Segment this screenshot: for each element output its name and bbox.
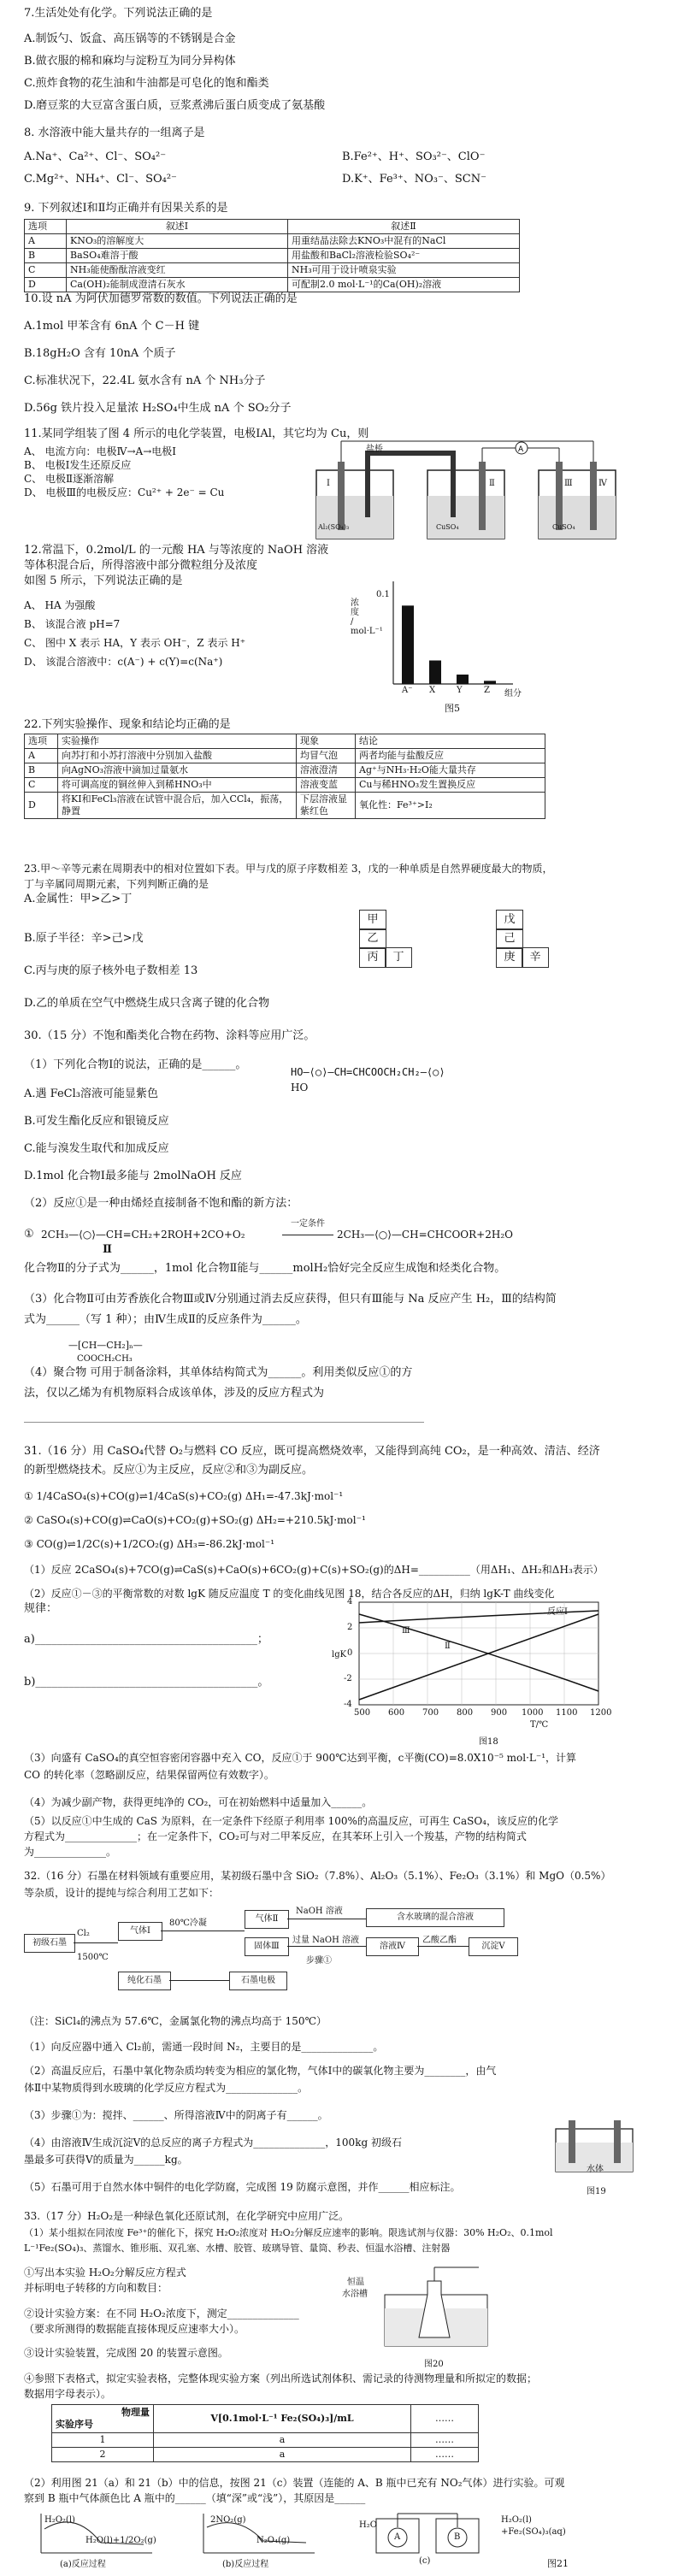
cell: 下层溶液显紫红色 — [297, 793, 356, 819]
fig21c-bottle-b: B — [454, 2532, 461, 2542]
fig5-ytick: 0.1 — [376, 590, 390, 599]
q8-stem: 8. 水溶液中能大量共存的一组离子是 — [24, 127, 205, 139]
q32-sub2a: （2）高温反应后，石墨中氧化物杂质均转变为相应的氯化物，气体Ⅰ中的碳氧化物主要为________，由气 — [24, 2065, 497, 2077]
q11-option-d: D、 电极Ⅲ的电极反应：Cu²⁺ + 2e⁻ = Cu — [24, 486, 225, 498]
flow-solid-3: 固体Ⅲ — [245, 1937, 289, 1956]
q11-option-a: A、 电流方向：电极Ⅳ→A→电极Ⅰ — [24, 445, 176, 457]
flow-cl2-label: Cl₂ — [77, 1929, 90, 1938]
q33-item-4b: 数据用字母表示）。 — [24, 2388, 112, 2400]
q33-sub2b: 察到 B 瓶中气体颜色比 A 瓶中的______（填“深”或“浅”），其原因是______ — [24, 2492, 366, 2504]
fig18-ylabel: lgK — [332, 1650, 347, 1659]
q30-option-c: C.能与溴发生取代和加成反应 — [24, 1142, 169, 1155]
q32-sub5: （5）石墨可用于自然水体中铜件的电化学防腐，完成图 19 防腐示意图，并作______相应标注。 — [24, 2181, 461, 2193]
q12-stem-3: 如图 5 所示，下列说法正确的是 — [24, 575, 183, 587]
fig18-ytick: 4 — [347, 1597, 353, 1606]
q31-sub5c: 为______________。 — [24, 1846, 117, 1858]
purification-flowchart — [24, 1903, 520, 2006]
compound-1-ho: HO — [291, 1082, 309, 1093]
cell: KNO₃的溶解度大 — [67, 234, 288, 249]
cell: A — [25, 749, 58, 763]
q22-header: 实验操作 — [58, 734, 297, 749]
polymer-substituent: COOCH₂CH₃ — [77, 1354, 133, 1364]
flow-excess-naoh: 过量 NaOH 溶液 — [292, 1936, 359, 1945]
q32-sub1: （1）向反应器中通入 Cl₂前，需通一段时间 N₂，主要目的是______________。 — [24, 2041, 384, 2053]
q12-option-a: A、 HA 为强酸 — [24, 599, 96, 611]
flow-solution-4: 溶液Ⅳ — [366, 1937, 419, 1956]
flow-ethyl-acetate: 乙酸乙酯 — [422, 1936, 457, 1945]
flow-purified-graphite: 纯化石墨 — [118, 1972, 171, 1990]
fig5-xtick: A⁻ — [402, 686, 413, 695]
fig18-legend: Ⅱ — [445, 1642, 451, 1651]
fig18-xtick: 900 — [491, 1708, 508, 1718]
element-cell: 丁 — [385, 947, 412, 968]
q22-header: 选项 — [25, 734, 58, 749]
cell: 均冒气泡 — [297, 749, 356, 763]
q7-option-d: D.磨豆浆的大豆富含蛋白质，豆浆煮沸后蛋白质变成了氨基酸 — [24, 99, 326, 112]
cell: 可配制2.0 mol·L⁻¹的Ca(OH)₂溶液 — [288, 278, 520, 292]
cell: BaSO₄难溶于酸 — [67, 249, 288, 263]
q31-stem-1: 31.（16 分）用 CaSO₄代替 O₂与燃料 CO 反应，既可提高燃烧效率，又能得到高纯 CO₂，是一种高效、清洁、经济 — [24, 1445, 600, 1458]
fig20-apparatus — [376, 2261, 504, 2355]
table-row — [52, 2433, 479, 2448]
element-cell: 丙 — [359, 947, 386, 968]
q31-sub3: （3）向盛有 CaSO₄的真空恒容密闭容器中充入 CO，反应①于 900℃达到平衡，c平衡(CO)=8.0X10⁻⁵ mol·L⁻¹，计算 — [24, 1752, 577, 1764]
cell: …… — [411, 2433, 479, 2448]
fig18-ytick: -4 — [344, 1700, 352, 1709]
fig5-ylabel: 浓度 / mol·L⁻¹ — [351, 598, 383, 636]
cell: 2 — [52, 2448, 154, 2462]
fig18-legend: Ⅲ — [402, 1626, 410, 1636]
header-more: …… — [411, 2405, 479, 2433]
electrochemical-apparatus-figure — [308, 436, 633, 547]
fig18-ytick: -2 — [344, 1674, 352, 1683]
flow-arrow — [74, 1942, 118, 1943]
flow-step-1: 步骤① — [306, 1956, 332, 1966]
header-quantity: 物理量 — [121, 2407, 150, 2418]
table-row — [25, 734, 545, 749]
q32-stem-2: 等杂质，设计的提纯与综合利用工艺如下： — [24, 1887, 220, 1899]
fig5-xtick: X — [429, 686, 436, 695]
q10-stem: 10.设 nA 为阿伏加德罗常数的数值。下列说法正确的是 — [24, 292, 298, 305]
fig19-water-label: 水体 — [587, 2165, 604, 2174]
fig5-xtick: Z — [484, 686, 490, 695]
fig5-xtick: Y — [457, 686, 463, 695]
fig21a-top-label: H₂O₂(l) — [44, 2515, 75, 2525]
fig20-label-2: 水浴槽 — [342, 2290, 368, 2299]
q22-stem: 22.下列实验操作、现象和结论均正确的是 — [24, 718, 231, 731]
fig21a-caption: (a)反应过程 — [60, 2560, 106, 2569]
flow-raw-graphite: 初级石墨 — [24, 1934, 75, 1953]
fig21c-right-label-1: H₂O₂(l) — [501, 2515, 532, 2525]
table-row — [25, 234, 520, 249]
cell: NH₃可用于设计喷泉实验 — [288, 263, 520, 278]
element-cell: 己 — [496, 928, 523, 949]
q30-sub1: （1）下列化合物Ⅰ的说法，正确的是______。 — [24, 1058, 247, 1071]
q33-item-3: ③设计实验装置，完成图 20 的装置示意图。 — [24, 2347, 228, 2359]
flow-arrow — [287, 1946, 366, 1947]
q10-option-b: B.18gH₂O 含有 10nA 个质子 — [24, 347, 176, 360]
q12-option-d: D、 该混合溶液中：c(A⁻) + c(Y)=c(Na⁺) — [24, 656, 223, 668]
fig18-xtick: 500 — [354, 1708, 371, 1718]
fig21b-top-label: 2NO₂(g) — [210, 2515, 246, 2525]
cell: D — [25, 278, 67, 292]
q23-option-b: B.原子半径：辛>己>戊 — [24, 932, 144, 945]
flow-graphite-electrode: 石墨电极 — [229, 1972, 287, 1990]
q33-item-4a: ④参照下表格式，拟定实验表格，完整体现实验方案（列出所选试剂体积、需记录的待测物理量和所拟定的数据； — [24, 2373, 538, 2384]
cell: a — [154, 2448, 411, 2462]
bar-3 — [484, 681, 496, 684]
cell: Ag⁺与NH₃·H₂O能大量共存 — [356, 763, 545, 778]
fig21-caption: 图21 — [547, 2558, 569, 2569]
cell: 1 — [52, 2433, 154, 2448]
header-fe-volume: V[0.1mol·L⁻¹ Fe₂(SO₄)₃]/mL — [154, 2405, 411, 2433]
table-corner — [52, 2405, 154, 2433]
fig18-ytick: 2 — [347, 1623, 353, 1632]
curve-reaction-2 — [359, 1614, 598, 1700]
q32-sub2b: 体Ⅱ中某物质得到水玻璃的化学反应方程式为______________。 — [24, 2082, 309, 2094]
q31-sub4: （4）为减少副产物，获得更纯净的 CO₂，可在初始燃料中适量加入______。 — [24, 1796, 373, 1808]
q31-sub3b: CO 的转化率（忽略副反应，结果保留两位有效数字）。 — [24, 1769, 274, 1781]
cell: B — [25, 249, 67, 263]
solution-label: CuSO₄ — [552, 523, 575, 531]
q32-sub4a: （4）由溶液Ⅳ生成沉淀Ⅴ的总反应的离子方程式为______________，100kg 初级石 — [24, 2137, 402, 2149]
reaction-2: ② CaSO₄(s)+CO(g)⇌CaO(s)+CO₂(g)+SO₂(g) ΔH₂=+210.5kJ·mol⁻¹ — [24, 1514, 366, 1526]
element-cell: 庚 — [496, 947, 523, 968]
cell: 氧化性：Fe³⁺>I₂ — [356, 793, 545, 819]
cell: 两者均能与盐酸反应 — [356, 749, 545, 763]
q33-item-1: ①写出本实验 H₂O₂分解反应方程式 — [24, 2267, 186, 2278]
q9-table — [24, 219, 520, 292]
q8-option-b: B.Fe²⁺、H⁺、SO₃²⁻、ClO⁻ — [342, 150, 486, 163]
cell: 用重结晶法除去KNO₃中混有的NaCl — [288, 234, 520, 249]
q22-table — [24, 734, 545, 819]
reaction-3: ③ CO(g)⇌1/2C(s)+1/2CO₂(g) ΔH₃=-86.2kJ·mol⁻¹ — [24, 1538, 275, 1550]
compound-1-structure: HO—⟨○⟩—CH=CHCOOCH₂CH₂—⟨○⟩ — [291, 1066, 445, 1078]
q11-option-b: B、 电极Ⅰ发生还原反应 — [24, 459, 132, 471]
q31-stem-2: 的新型燃烧技术。反应①为主反应，反应②和③为副反应。 — [24, 1464, 314, 1477]
fig20-label-1: 恒温 — [347, 2278, 364, 2287]
fig18-xtick: 1200 — [590, 1708, 612, 1718]
element-cell: 甲 — [359, 910, 386, 930]
salt-bridge-label: 盐桥 — [366, 445, 383, 454]
q9-stem: 9. 下列叙述Ⅰ和Ⅱ均正确并有因果关系的是 — [24, 202, 228, 215]
table-row — [25, 220, 520, 234]
fig18-xtick: 1000 — [522, 1708, 544, 1718]
cell: 向苏打和小苏打溶液中分别加入盐酸 — [58, 749, 297, 763]
bar-0 — [402, 605, 414, 684]
q7-stem: 7.生活处处有化学。下列说法正确的是 — [24, 7, 213, 20]
cell: Ca(OH)₂能制成澄清石灰水 — [67, 278, 288, 292]
reaction-condition: 一定条件 — [291, 1219, 325, 1229]
q31-sub5b: 方程式为______________；在一定条件下，CO₂可与对二甲苯反应，在其苯环上引入一个羧基，产物的结构简式 — [24, 1830, 527, 1842]
solution-label: CuSO₄ — [436, 523, 459, 531]
q23-stem-1: 23.甲～辛等元素在周期表中的相对位置如下表。甲与戊的原子序数相差 3，戊的一种单质是自然界硬度最大的物质， — [24, 863, 553, 875]
table-row — [25, 249, 520, 263]
fig21c-apparatus — [359, 2510, 496, 2558]
q12-option-b: B、 该混合液 pH=7 — [24, 618, 121, 630]
cell: C — [25, 263, 67, 278]
table-row — [25, 278, 520, 292]
q30-sub4c: ________________________________________________________________________ — [24, 1411, 424, 1424]
q32-stem-1: 32.（16 分）石墨在材料领域有重要应用，某初级石墨中含 SiO₂（7.8%）、Al₂O₃（5.1%）、Fe₂O₃（3.1%）和 MgO（0.5%） — [24, 1870, 611, 1882]
cell: a — [154, 2433, 411, 2448]
cell: …… — [411, 2448, 479, 2462]
table-row — [25, 749, 545, 763]
table-row — [52, 2448, 479, 2462]
polymer-structure: —[CH—CH₂]ₙ— — [68, 1340, 143, 1351]
cell: 向AgNO₃溶液中滴加过量氨水 — [58, 763, 297, 778]
q10-option-c: C.标准状况下，22.4L 氨水含有 nA 个 NH₃分子 — [24, 374, 266, 387]
q7-option-c: C.煎炸食物的花生油和牛油都是可皂化的饱和酯类 — [24, 77, 269, 90]
q31-sub2a: （2）反应①－③的平衡常数的对数 lgK 随反应温度 T 的变化曲线见图 18，结合各反应的ΔH，归纳 lgK-T 曲线变化 — [24, 1588, 555, 1600]
q7-option-a: A.制饭勺、饭盒、高压锅等的不锈钢是合金 — [24, 32, 236, 45]
fig19-caption: 图19 — [587, 2187, 606, 2196]
reaction-left: 2CH₃—⟨○⟩—CH=CH₂+2ROH+2CO+O₂ — [41, 1229, 245, 1241]
solution-label: Al₂(SO₄)₃ — [318, 523, 350, 531]
cell: A — [25, 234, 67, 249]
fig21a-bottom-label: H₂O(l)+1/2O₂(g) — [85, 2536, 156, 2545]
q30-sub4a: （4）聚合物 可用于制备涂料，其单体结构简式为______。利用类似反应①的方 — [24, 1366, 413, 1379]
fig21b-bottom-label: N₂O₄(g) — [256, 2536, 291, 2545]
q23-stem-2: 丁与辛属同周期元素，下列判断正确的是 — [24, 878, 209, 890]
q8-option-a: A.Na⁺、Ca²⁺、Cl⁻、SO₄²⁻ — [24, 150, 167, 163]
element-cell: 乙 — [359, 928, 386, 949]
fig5-xlabel: 组分 — [504, 689, 522, 699]
fig21b-caption: (b)反应过程 — [222, 2560, 269, 2569]
q23-option-c: C.丙与庚的原子核外电子数相差 13 — [24, 964, 198, 977]
q11-option-c: C、 电极Ⅱ逐渐溶解 — [24, 473, 115, 485]
fig18-caption: 图18 — [479, 1737, 498, 1747]
curve-reaction-3 — [359, 1614, 598, 1691]
fig18-ytick: 0 — [347, 1648, 353, 1658]
fig20-caption: 图20 — [424, 2360, 444, 2369]
electrode-label: Ⅲ — [564, 479, 573, 488]
fig21c-bottle-a: A — [394, 2532, 401, 2542]
q30-sub4b: 法，仅以乙烯为有机物原料合成该单体，涉及的反应方程式为 — [24, 1387, 325, 1400]
q33-item-2: ②设计实验方案：在不同 H₂O₂浓度下，测定______________ — [24, 2308, 299, 2320]
q33-table — [51, 2404, 479, 2462]
electrode-label: Ⅳ — [598, 479, 607, 488]
q10-option-a: A.1mol 甲苯含有 6nA 个 C－H 键 — [24, 320, 200, 333]
q31-sub5a: （5）以反应①中生成的 CaS 为原料，在一定条件下经原子利用率 100%的高温反应，可再生 CaSO₄，该反应的化学 — [24, 1815, 558, 1827]
bar-2 — [457, 675, 469, 684]
q33-stem: 33.（17 分）H₂O₂是一种绿色氧化还原试剂，在化学研究中应用广泛。 — [24, 2210, 350, 2222]
q10-option-d: D.56g 铁片投入足量浓 H₂SO₄中生成 nA 个 SO₂分子 — [24, 402, 292, 415]
flow-temp-label: 1500℃ — [77, 1953, 109, 1962]
q30-option-d: D.1mol 化合物Ⅰ最多能与 2molNaOH 反应 — [24, 1170, 242, 1182]
fig18-xtick: 800 — [457, 1708, 474, 1718]
q33-sub1b: L⁻¹Fe₂(SO₄)₃、蒸馏水、锥形瓶、双孔塞、水槽、胶管、玻璃导管、量筒、秒表、恒温水浴槽、注射器 — [24, 2243, 451, 2254]
reaction-right: 2CH₃—⟨○⟩—CH=CHCOOR+2H₂O — [337, 1229, 513, 1241]
fig18-xtick: 700 — [422, 1708, 439, 1718]
q31-answer-a: a)________________________________________； — [24, 1633, 268, 1646]
q30-sub2: （2）反应①是一种由烯烃直接制备不饱和酯的新方法： — [24, 1197, 298, 1210]
q22-header: 现象 — [297, 734, 356, 749]
table-row — [25, 778, 545, 793]
q9-header: 叙述Ⅰ — [67, 220, 288, 234]
fig18-xlabel: T/℃ — [530, 1720, 549, 1730]
cell: B — [25, 763, 58, 778]
q32-note: （注：SiCl₄的沸点为 57.6℃，金属氯化物的沸点均高于 150℃） — [24, 2015, 327, 2027]
q8-option-c: C.Mg²⁺、NH₄⁺、Cl⁻、SO₄²⁻ — [24, 173, 177, 186]
table-row — [52, 2405, 479, 2433]
q33-sub1a: （1）某小组拟在同浓度 Fe³⁺的催化下，探究 H₂O₂浓度对 H₂O₂分解反应速率的影响。限选试剂与仪器：30% H₂O₂、0.1mol — [24, 2227, 553, 2238]
q30-sub3a: （3）化合物Ⅱ可由芳香族化合物Ⅲ或Ⅳ分别通过消去反应获得，但只有Ⅲ能与 Na 反应产生 H₂，Ⅲ的结构简 — [24, 1293, 557, 1306]
flow-arrow — [169, 1980, 229, 1981]
cell: 将KI和FeCl₃溶液在试管中混合后，加入CCl₄，振荡，静置 — [58, 793, 297, 819]
flow-water-glass: 含水玻璃的混合溶液 — [366, 1908, 504, 1927]
periodic-table-fragment — [359, 910, 590, 978]
q30-option-a: A.遇 FeCl₃溶液可能显紫色 — [24, 1088, 158, 1100]
q31-sub1: （1）反应 2CaSO₄(s)+7CO(g)⇌CaS(s)+CaO(s)+6CO₂(g)+C(s)+SO₂(g)的ΔH=__________（用ΔH₁、ΔH₂和ΔH₃表示） — [24, 1564, 604, 1576]
svg-text:A: A — [518, 445, 524, 454]
fig18-legend: 反应Ⅰ — [547, 1607, 568, 1617]
fig5-bar-chart — [368, 573, 522, 701]
q23-option-d: D.乙的单质在空气中燃烧生成只含离子键的化合物 — [24, 997, 270, 1010]
flow-precipitate-5: 沉淀Ⅴ — [469, 1937, 518, 1956]
q33-sub2a: （2）利用图 21（a）和 21（b）中的信息，按图 21（c）装置（连能的 A、B 瓶中已充有 NO₂气体）进行实验。可观 — [24, 2477, 565, 2489]
q32-sub3: （3）步骤①为：搅拌、______、所得溶液Ⅳ中的阴离子有______。 — [24, 2109, 328, 2121]
reaction-1: ① 1/4CaSO₄(s)+CO(g)⇌1/4CaS(s)+CO₂(g) ΔH₁=-47.3kJ·mol⁻¹ — [24, 1490, 344, 1502]
flow-condense-label: 80℃冷凝 — [169, 1919, 207, 1928]
table-row — [25, 263, 520, 278]
flow-gas-1: 气体Ⅰ — [118, 1922, 162, 1941]
fig18-xtick: 600 — [388, 1708, 405, 1718]
flow-gas-2: 气体Ⅱ — [245, 1910, 289, 1929]
q12-stem-1: 12.常温下，0.2mol/L 的一元酸 HA 与等浓度的 NaOH 溶液 — [24, 544, 329, 557]
q30-option-b: B.可发生酯化反应和银镜反应 — [24, 1115, 169, 1128]
q7-option-b: B.做衣服的棉和麻均与淀粉互为同分异构体 — [24, 55, 236, 68]
q23-option-a: A.金属性：甲>乙>丁 — [24, 893, 133, 905]
element-cell: 辛 — [522, 947, 549, 968]
q9-header: 叙述Ⅱ — [288, 220, 520, 234]
table-row — [25, 793, 545, 819]
flow-arrow — [417, 1946, 469, 1947]
bar-1 — [429, 661, 441, 685]
cell: D — [25, 793, 58, 819]
q31-answer-b: b)________________________________________。 — [24, 1676, 269, 1689]
q33-item-2b: （要求所测得的数据能直接体现反应速率大小）。 — [24, 2323, 245, 2335]
cell: Cu与稀HNO₃发生置换反应 — [356, 778, 545, 793]
flow-naoh-label: NaOH 溶液 — [296, 1907, 343, 1916]
cell: 溶液变蓝 — [297, 778, 356, 793]
cell: 将可调高度的铜丝伸入到稀HNO₃中 — [58, 778, 297, 793]
cell: 溶液澄清 — [297, 763, 356, 778]
q30-stem: 30.（15 分）不饱和酯类化合物在药物、涂料等应用广泛。 — [24, 1029, 315, 1042]
fig5-caption: 图5 — [445, 703, 460, 714]
fig21c-left-label: H₂O — [359, 2520, 377, 2530]
compound-2-label: Ⅱ — [103, 1243, 112, 1256]
fig21c-caption: (c) — [419, 2556, 431, 2566]
q33-item-1b: 并标明电子转移的方向和数目： — [24, 2282, 168, 2294]
electrode-label: Ⅱ — [489, 479, 495, 488]
electrode-label: Ⅰ — [327, 479, 330, 488]
element-cell: 戊 — [496, 910, 523, 930]
q12-stem-2: 等体积混合后，所得溶液中部分微粒组分及浓度 — [24, 559, 258, 572]
q30-sub2b: 化合物Ⅱ的分子式为______，1mol 化合物Ⅱ能与______molH₂恰好完全反应生成饱和烃类化合物。 — [24, 1262, 506, 1275]
header-index: 实验序号 — [56, 2419, 93, 2430]
equation-number: ① — [24, 1228, 34, 1241]
q32-sub4b: 墨最多可获得Ⅴ的质量为______kg。 — [24, 2154, 188, 2166]
q22-header: 结论 — [356, 734, 545, 749]
cell: 用盐酸和BaCl₂溶液检验SO₄²⁻ — [288, 249, 520, 263]
cell: NH₃能使酚酞溶液变红 — [67, 263, 288, 278]
q9-header: 选项 — [25, 220, 67, 234]
q8-option-d: D.K⁺、Fe³⁺、NO₃⁻、SCN⁻ — [342, 173, 486, 186]
table-row — [25, 763, 545, 778]
q30-sub3b: 式为______（写 1 种）；由Ⅳ生成Ⅱ的反应条件为______。 — [24, 1313, 307, 1326]
fig18-lgk-chart — [325, 1597, 616, 1725]
cell: C — [25, 778, 58, 793]
fig21c-right-label-2: +Fe₂(SO₄)₃(aq) — [501, 2527, 566, 2537]
fig18-xtick: 1100 — [556, 1708, 578, 1718]
q12-option-c: C、 图中 X 表示 HA，Y 表示 OH⁻，Z 表示 H⁺ — [24, 637, 246, 649]
q31-sub2b: 规律： — [24, 1602, 58, 1615]
q11-stem: 11.某同学组装了图 4 所示的电化学装置，电极ⅠAl，其它均为 Cu，则 — [24, 427, 369, 440]
